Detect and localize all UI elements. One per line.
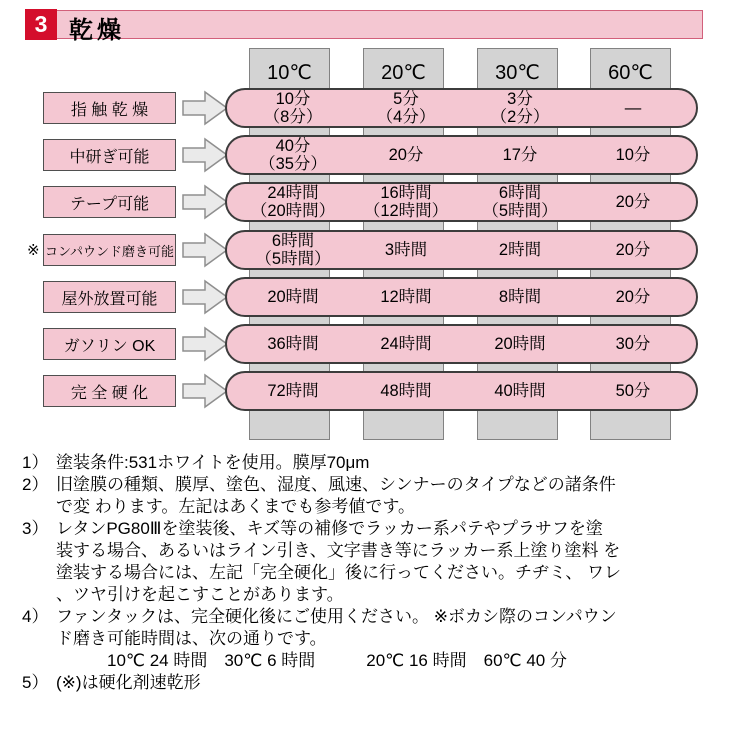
value-sub: （35分）: [259, 155, 327, 173]
value-cell: [573, 279, 693, 315]
drying-row-outdoor: [0, 277, 730, 317]
row-values-pill: [225, 277, 698, 317]
value-cell: [233, 184, 353, 220]
value-cell: [460, 279, 580, 315]
row-label: ガソリン OK: [43, 328, 176, 360]
section-title: 乾燥: [69, 17, 125, 44]
value-main: 6時間: [498, 184, 542, 202]
arrow-right-icon: [182, 326, 228, 362]
value-cell: [233, 279, 353, 315]
value-main: 20分: [388, 146, 424, 164]
drying-row-gasoline: [0, 324, 730, 364]
note-number: 2）: [22, 475, 49, 494]
value-main: 24時間: [267, 184, 319, 202]
value-sub: （8分）: [263, 108, 323, 126]
note-line: 装する場合、あるいはライン引き、文字書き等にラッカー系上塗り塗料 を: [56, 541, 621, 560]
value-cell: [460, 373, 580, 409]
note-line: レタンPG80Ⅲを塗装後、キズ等の補修でラッカー系パテやプラサフを塗: [56, 519, 603, 538]
value-cell: [573, 137, 693, 173]
value-cell: [346, 184, 466, 220]
note-line: 塗装する場合には、左記「完全硬化」後に行ってください。チヂミ、 ワレ: [56, 563, 622, 582]
value-sub: （12時間）: [363, 202, 449, 220]
value-cell: [346, 279, 466, 315]
value-main: 30分: [615, 335, 651, 353]
note-number: 5）: [22, 673, 49, 692]
value-main: 20分: [615, 193, 651, 211]
value-cell: [346, 326, 466, 362]
value-main: 10分: [275, 90, 311, 108]
value-cell: [233, 326, 353, 362]
row-label: 指 触 乾 燥: [43, 92, 176, 124]
arrow-right-icon: [182, 279, 228, 315]
value-main: 50分: [615, 382, 651, 400]
value-main: 12時間: [380, 288, 432, 306]
temp-label: 20℃: [381, 62, 426, 84]
row-values-pill: [225, 324, 698, 364]
value-cell: [573, 184, 693, 220]
arrow-right-icon: [182, 184, 228, 220]
note-line: 、ツヤ引けを起こすことがあります。: [56, 585, 344, 604]
value-cell: [573, 90, 693, 126]
note-item-4: [22, 606, 722, 672]
row-values-pill: [225, 88, 698, 128]
value-main: 8時間: [498, 288, 542, 306]
row-label: 完 全 硬 化: [43, 375, 176, 407]
value-cell: [346, 373, 466, 409]
value-main: 20分: [615, 288, 651, 306]
value-main: 36時間: [267, 335, 319, 353]
note-line: 10℃ 24 時間 30℃ 6 時間 20℃ 16 時間 60℃ 40 分: [56, 651, 567, 670]
row-label: 中研ぎ可能: [43, 139, 176, 171]
value-main: 20時間: [494, 335, 546, 353]
drying-row-sanding: [0, 135, 730, 175]
note-number: 4）: [22, 607, 49, 626]
value-cell: [460, 137, 580, 173]
note-line: で変 わります。左記はあくまでも参考値です。: [56, 497, 416, 516]
note-number: 3）: [22, 519, 49, 538]
value-main: 2時間: [498, 241, 542, 259]
value-main: 72時間: [267, 382, 319, 400]
value-sub: （2分）: [490, 108, 550, 126]
note-line: ファンタックは、完全硬化後にご使用ください。 ※ボカシ際のコンパウン: [56, 607, 617, 626]
value-cell: [346, 137, 466, 173]
note-item-1: [22, 452, 722, 474]
value-main: —: [624, 99, 642, 117]
note-line: ド磨き可能時間は、次の通りです。: [56, 629, 327, 648]
value-main: 10分: [615, 146, 651, 164]
row-values-pill: [225, 182, 698, 222]
note-number: 1）: [22, 453, 49, 472]
row-values-pill: [225, 135, 698, 175]
value-sub: （4分）: [376, 108, 436, 126]
value-main: 17分: [502, 146, 538, 164]
value-main: 48時間: [380, 382, 432, 400]
value-cell: [346, 232, 466, 268]
arrow-right-icon: [182, 137, 228, 173]
value-main: 40時間: [494, 382, 546, 400]
note-line: (※)は硬化剤速乾形: [56, 673, 201, 692]
value-main: 20時間: [267, 288, 319, 306]
drying-row-tape: [0, 182, 730, 222]
temp-label: 30℃: [495, 62, 540, 84]
arrow-right-icon: [182, 90, 228, 126]
note-item-2: [22, 474, 722, 518]
section-header-bar: [25, 10, 703, 39]
value-main: 5分: [393, 90, 419, 108]
note-item-3: [22, 518, 722, 606]
notes-section: [22, 452, 722, 694]
arrow-right-icon: [182, 232, 228, 268]
value-sub: （20時間）: [250, 202, 336, 220]
value-cell: [233, 90, 353, 126]
section-number-badge: 3: [25, 9, 57, 40]
row-values-pill: [225, 230, 698, 270]
value-main: 40分: [275, 137, 311, 155]
temp-label: 60℃: [608, 62, 653, 84]
temp-label: 10℃: [267, 62, 312, 84]
value-main: 24時間: [380, 335, 432, 353]
value-cell: [573, 373, 693, 409]
value-cell: [460, 326, 580, 362]
value-sub: （5時間）: [255, 250, 331, 268]
asterisk-mark: ※: [27, 242, 40, 259]
drying-row-compound-polish: [0, 230, 730, 270]
arrow-right-icon: [182, 373, 228, 409]
note-item-5: [22, 672, 722, 694]
note-line: 旧塗膜の種類、膜厚、塗色、湿度、風速、シンナーのタイプなどの諸条件: [56, 475, 616, 494]
row-label: テープ可能: [43, 186, 176, 218]
value-cell: [233, 373, 353, 409]
value-cell: [460, 184, 580, 220]
value-main: 6時間: [271, 232, 315, 250]
row-label: 屋外放置可能: [43, 281, 176, 313]
row-values-pill: [225, 371, 698, 411]
row-label: コンパウンド磨き可能: [43, 234, 176, 266]
value-cell: [460, 232, 580, 268]
note-line: 塗装条件:531ホワイトを使用。膜厚70μm: [56, 453, 370, 472]
value-cell: [233, 137, 353, 173]
value-main: 20分: [615, 241, 651, 259]
value-main: 16時間: [380, 184, 432, 202]
value-cell: [573, 326, 693, 362]
value-sub: （5時間）: [482, 202, 558, 220]
drying-row-full-cure: [0, 371, 730, 411]
value-cell: [460, 90, 580, 126]
drying-row-touch-dry: [0, 88, 730, 128]
value-cell: [346, 90, 466, 126]
value-main: 3分: [507, 90, 533, 108]
value-cell: [573, 232, 693, 268]
value-cell: [233, 232, 353, 268]
value-main: 3時間: [384, 241, 428, 259]
